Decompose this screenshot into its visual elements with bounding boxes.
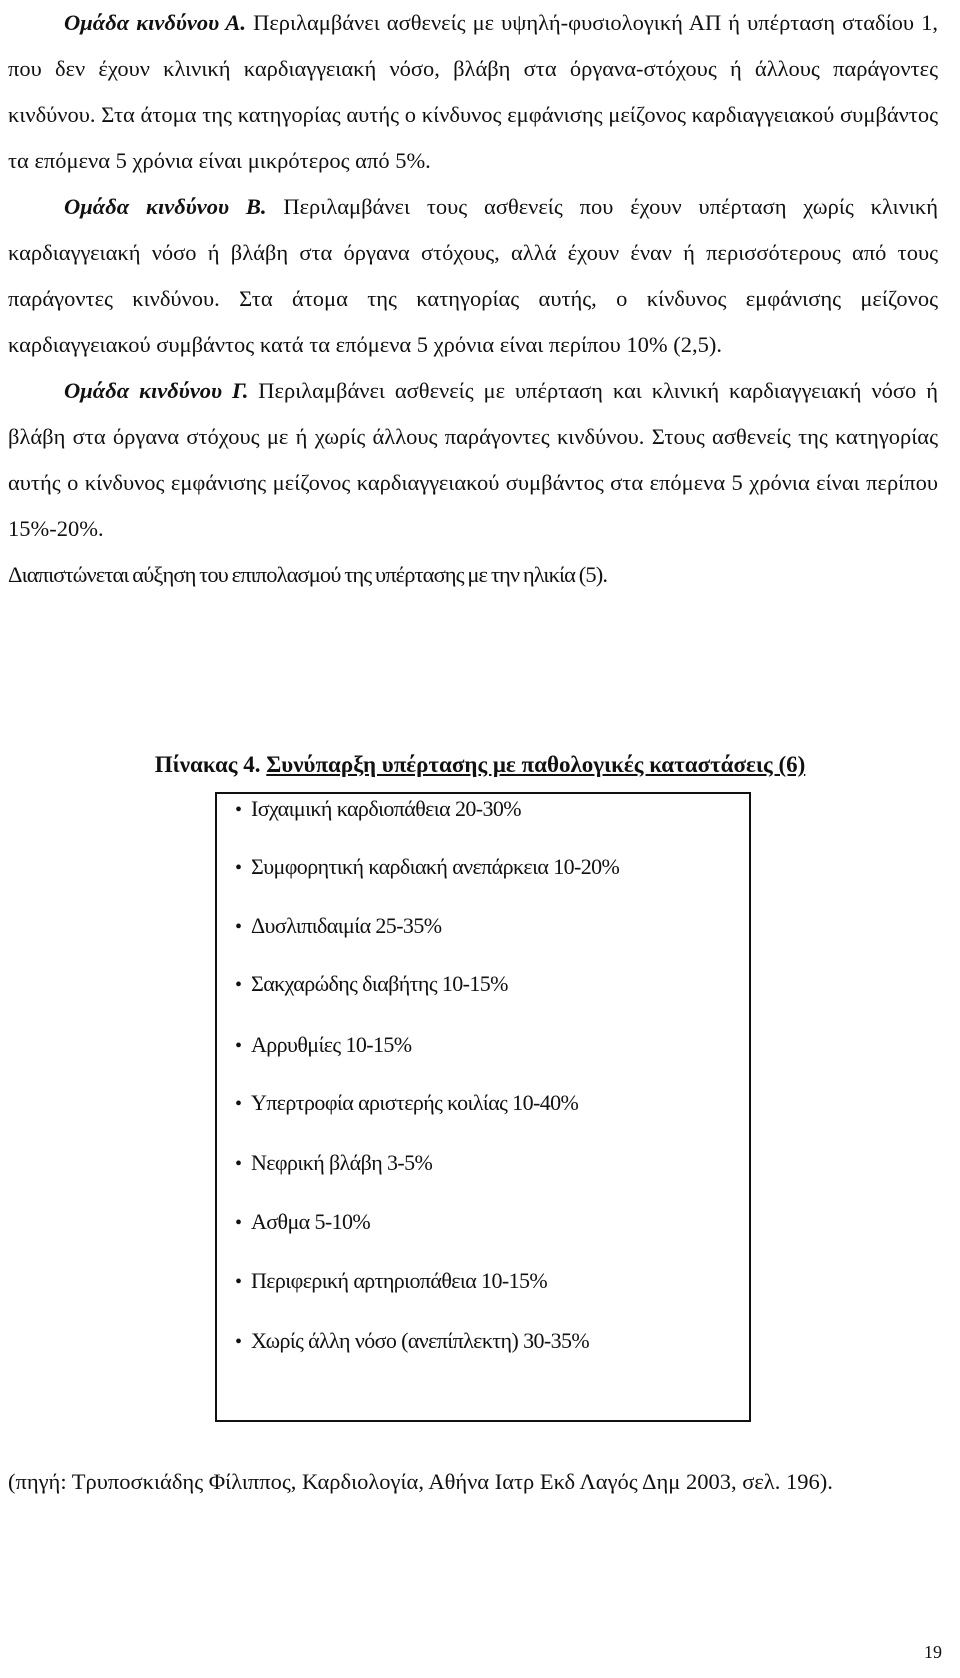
list-item-label: Δυσλιπιδαιμία 25-35% [251, 913, 442, 938]
source-citation: (πηγή: Τρυποσκιάδης Φίλιππος, Καρδιολογία, Αθήνα Ιατρ Εκδ Λαγός Δημ 2003, σελ. 196). [8, 1469, 833, 1494]
paragraph-group-b [8, 184, 938, 368]
comorbidity-table [215, 792, 751, 1422]
list-item-label: Αρρυθμίες 10-15% [251, 1032, 412, 1057]
list-item-label: Ασθμα 5-10% [251, 1209, 371, 1234]
bullet-icon: • [235, 799, 242, 821]
age-prevalence-note: Διαπιστώνεται αύξηση του επιπολασμού της υπέρτασης με την ηλικία (5). [8, 562, 608, 587]
list-item [235, 911, 441, 941]
list-item [235, 1088, 578, 1118]
table-caption-number: Πίνακας 4. [154, 752, 261, 777]
group-b-text: Περιλαμβάνει τους ασθενείς που έχουν υπέρταση χωρίς κλινική καρδιαγγειακή νόσο ή βλάβη στα όργανα στόχους, αλλά έχουν έναν ή περισσότερους από τους παράγοντες κινδύνου. Στα άτομα της κατηγορίας αυτής, ο κίνδυνος εμφάνισης μείζονος καρδιαγγειακού συμβάντος κατά τα επόμενα 5 χρόνια είναι περίπου 10% (2,5). [8, 194, 939, 357]
bullet-icon: • [235, 974, 242, 996]
list-item [235, 1030, 412, 1060]
paragraph-group-c [8, 368, 938, 598]
list-item [235, 1148, 432, 1178]
list-item-label: Συμφορητική καρδιακή ανεπάρκεια 10-20% [251, 854, 620, 879]
list-item-label: Περιφερική αρτηριοπάθεια 10-15% [251, 1268, 548, 1293]
bullet-icon: • [235, 857, 242, 879]
bullet-icon: • [235, 1093, 242, 1115]
list-item [235, 794, 521, 824]
list-item-label: Ισχαιμική καρδιοπάθεια 20-30% [251, 796, 522, 821]
list-item [235, 1266, 547, 1296]
list-item-label: Νεφρική βλάβη 3-5% [251, 1150, 433, 1175]
list-item-label: Σακχαρώδης διαβήτης 10-15% [251, 971, 508, 996]
bullet-icon: • [235, 1271, 242, 1293]
group-c-text: Περιλαμβάνει ασθενείς με υπέρταση και κλινική καρδιαγγειακή νόσο ή βλάβη στα όργανα στόχους με ή χωρίς άλλους παράγοντες κινδύνου. Στους ασθενείς της κατηγορίας αυτής ο κίνδυνος εμφάνισης μείζονος καρδιαγγειακού συμβάντος στα επόμενα 5 χρόνια είναι περίπου 15%-20%. [8, 378, 938, 541]
table-caption-title: Συνύπαρξη υπέρτασης με παθολογικές καταστάσεις (6) [266, 752, 806, 777]
list-item [235, 1207, 370, 1237]
list-item [235, 1326, 589, 1356]
table-caption [0, 752, 960, 778]
list-item-label: Υπερτροφία αριστερής κοιλίας 10-40% [251, 1090, 579, 1115]
list-item [235, 969, 508, 999]
group-c-label: Ομάδα κινδύνου Γ. [64, 378, 249, 403]
bullet-icon: • [235, 1331, 242, 1353]
bullet-icon: • [235, 1035, 242, 1057]
bullet-icon: • [235, 1153, 242, 1175]
body-text [8, 0, 938, 598]
list-item [235, 852, 619, 882]
list-item-label: Χωρίς άλλη νόσο (ανεπίπλεκτη) 30-35% [251, 1328, 590, 1353]
group-a-label: Ομάδα κινδύνου Α. [64, 10, 247, 35]
group-a-text: Περιλαμβάνει ασθενείς με υψηλή-φυσιολογική ΑΠ ή υπέρταση σταδίου 1, που δεν έχουν κλινική καρδιαγγειακή νόσο, βλάβη στα όργανα-στόχους ή άλλους παράγοντες κινδύνου. Στα άτομα της κατηγορίας αυτής ο κίνδυνος εμφάνισης μείζονος καρδιαγγειακού συμβάντος τα επόμενα 5 χρόνια είναι μικρότερος από 5%. [8, 10, 939, 173]
page-number: 19 [924, 1642, 942, 1662]
bullet-icon: • [235, 1212, 242, 1234]
group-b-label: Ομάδα κινδύνου Β. [64, 194, 267, 219]
paragraph-group-a [8, 0, 938, 184]
bullet-icon: • [235, 916, 242, 938]
